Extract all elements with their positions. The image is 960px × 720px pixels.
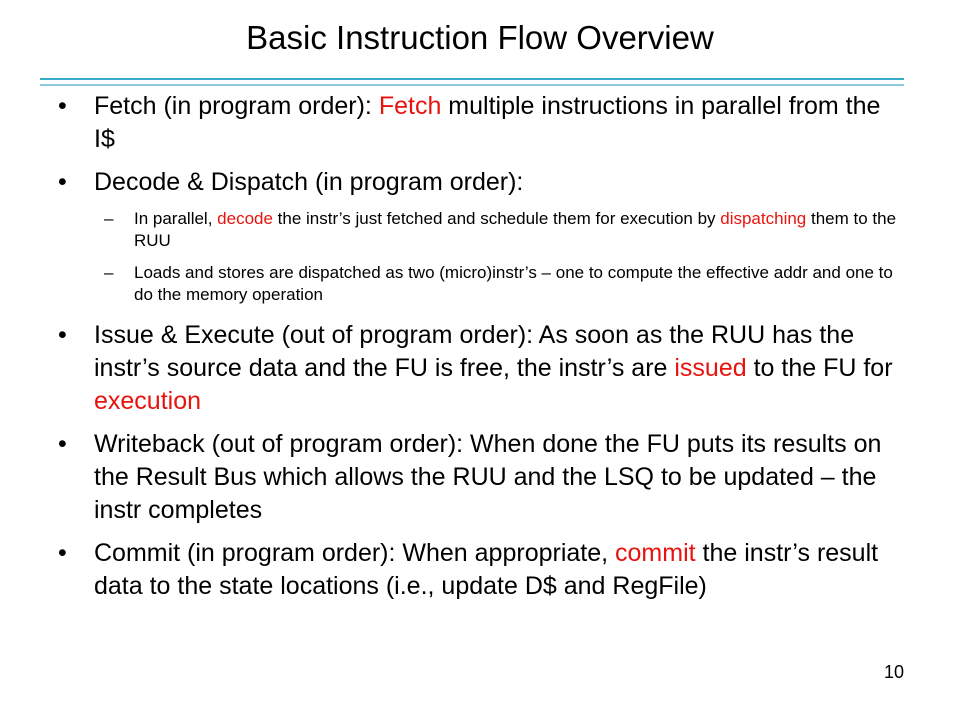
sub-bullet-decode: [104, 208, 908, 252]
bullet-text: Commit (in program order): When appropriate,: [94, 539, 616, 567]
sub-bullet-text: them to the RUU: [134, 209, 897, 250]
bullet-marker: •: [58, 168, 67, 196]
bullet-fetch: [58, 90, 908, 156]
bullet-marker: •: [58, 430, 67, 458]
bullet-text: multiple instructions in parallel from the I$: [94, 92, 881, 153]
title-rule-bottom: [40, 84, 904, 86]
bullet-text: to the FU for: [746, 354, 893, 382]
highlight-commit: commit: [615, 539, 696, 567]
sub-bullet-loads-stores: [104, 262, 908, 306]
highlight-fetch: Fetch: [378, 92, 442, 120]
bullet-text: Decode & Dispatch (in program order):: [94, 168, 524, 196]
bullet-text: Fetch (in program order):: [94, 92, 379, 120]
title-rule-top: [40, 78, 904, 80]
sub-bullet-text: the instr’s just fetched and schedule them for execution by: [272, 209, 721, 228]
sub-bullet-text: Loads and stores are dispatched as two (micro)instr’s – one to compute the effective addr and one to do the memory operation: [134, 263, 893, 304]
slide-body: [58, 90, 908, 603]
bullet-commit: [58, 537, 908, 603]
sub-bullet-text: In parallel,: [134, 209, 218, 228]
bullet-text: Writeback (out of program order): When done the FU puts its results on the Result Bus which allows the RUU and the LSQ to be updated – the instr completes: [94, 430, 882, 524]
bullet-issue-execute: [58, 319, 908, 418]
bullet-decode-dispatch: [58, 166, 908, 199]
slide-title: Basic Instruction Flow Overview: [246, 19, 714, 56]
highlight-issued: issued: [674, 354, 747, 382]
highlight-decode: decode: [217, 209, 273, 228]
bullet-marker: •: [58, 321, 67, 349]
bullet-marker: •: [58, 92, 67, 120]
page-number: 10: [883, 662, 904, 682]
sub-bullet-marker: –: [104, 209, 114, 228]
highlight-dispatching: dispatching: [720, 209, 807, 228]
bullet-writeback: [58, 428, 908, 527]
bullet-text: the instr’s result data to the state locations (i.e., update D$ and RegFile): [94, 539, 879, 600]
bullet-text: Issue & Execute (out of program order): As soon as the RUU has the instr’s source data and the FU is free, the instr’s are: [94, 321, 855, 382]
bullet-marker: •: [58, 539, 67, 567]
sub-bullet-marker: –: [104, 263, 114, 282]
highlight-execution: execution: [94, 387, 202, 415]
